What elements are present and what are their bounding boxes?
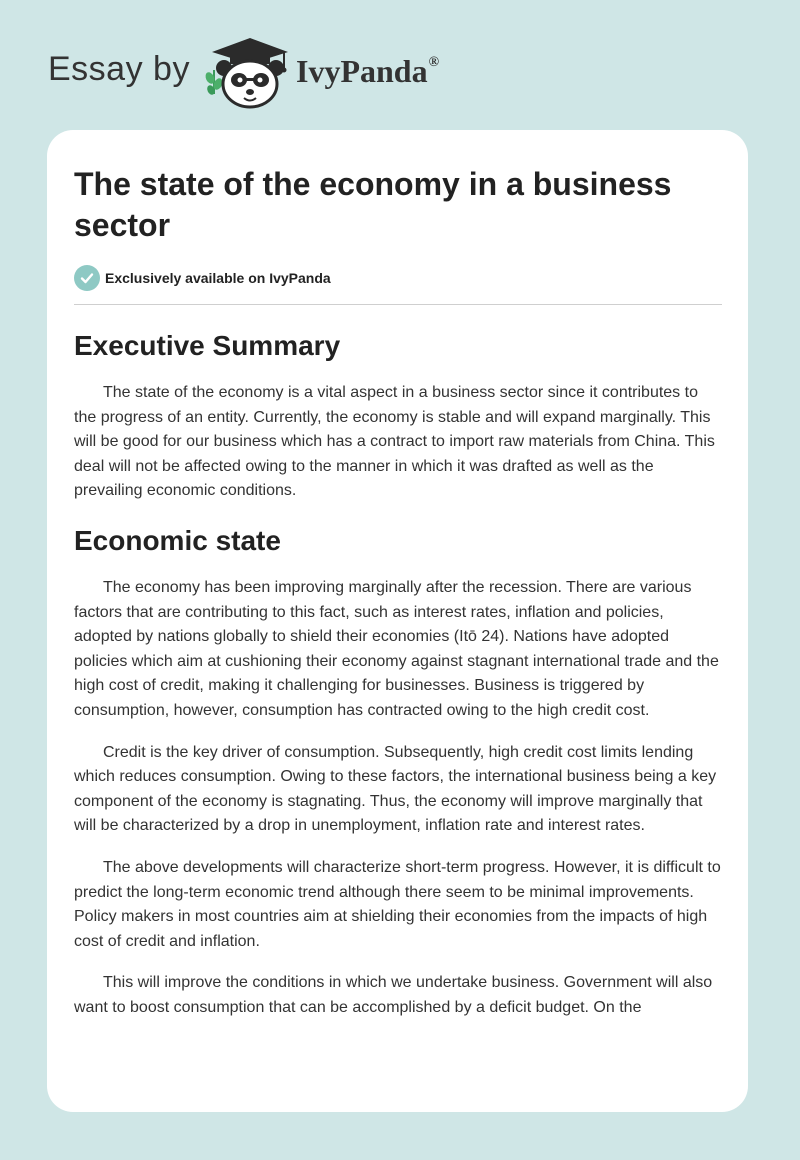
paragraph: The above developments will characterize short-term progress. However, it is difficult to predict the long-term economic trend although there seem to be minimal improvements. Policy makers in most countries aim at shielding their economies from the impacts of high cost of credit and inflation. <box>74 858 721 950</box>
paragraph: Credit is the key driver of consumption. Subsequently, high credit cost limits lending which reduces consumption. Owing to these factors, the international business being a key component of the economy is stagnating. Thus, the economy will improve marginally that will be characterized by a drop in unemployment, inflation rate and interest rates. <box>74 743 717 835</box>
paragraph: This will improve the conditions in which we undertake business. Government will also want to boost consumption that can be accomplished by a deficit budget. On the <box>74 974 713 1016</box>
paragraph: The state of the economy is a vital aspect in a business sector since it contributes to the progress of an entity. Currently, the economy is stable and will expand marginally. This will be good for our business which has a contract to import raw materials from China. This deal will not be affected owing to the manner in which it was drafted as well as the prevailing economic conditions. <box>74 384 715 500</box>
page-title: The state of the economy in a business sector <box>74 166 672 243</box>
exclusive-badge <box>74 264 722 292</box>
site-header <box>0 0 800 130</box>
section-heading: Executive Summary <box>74 330 341 361</box>
divider <box>74 304 722 305</box>
brand-name <box>296 53 439 90</box>
registered-mark: ® <box>428 55 440 71</box>
document-content <box>74 164 722 1020</box>
check-icon <box>74 265 100 291</box>
panda-graduate-icon <box>200 34 296 110</box>
section-heading: Economic state <box>74 524 281 556</box>
badge-text: Exclusively available on IvyPanda <box>105 270 331 286</box>
brand-text: IvyPanda <box>296 53 428 89</box>
document-card <box>47 130 748 1112</box>
paragraph: The economy has been improving marginally after the recession. There are various factors that are contributing to this fact, such as interest rates, inflation and policies, adopted by nations globally to shield their economies (Itō 24). Nations have adopted policies which aim at cushioning their economy against stagnant international trade and the high cost of credit, making it challenging for businesses. Business is triggered by consumption, however, consumption has contracted owing to the high credit cost. <box>74 578 719 719</box>
essay-by-label: Essay by <box>48 50 190 88</box>
